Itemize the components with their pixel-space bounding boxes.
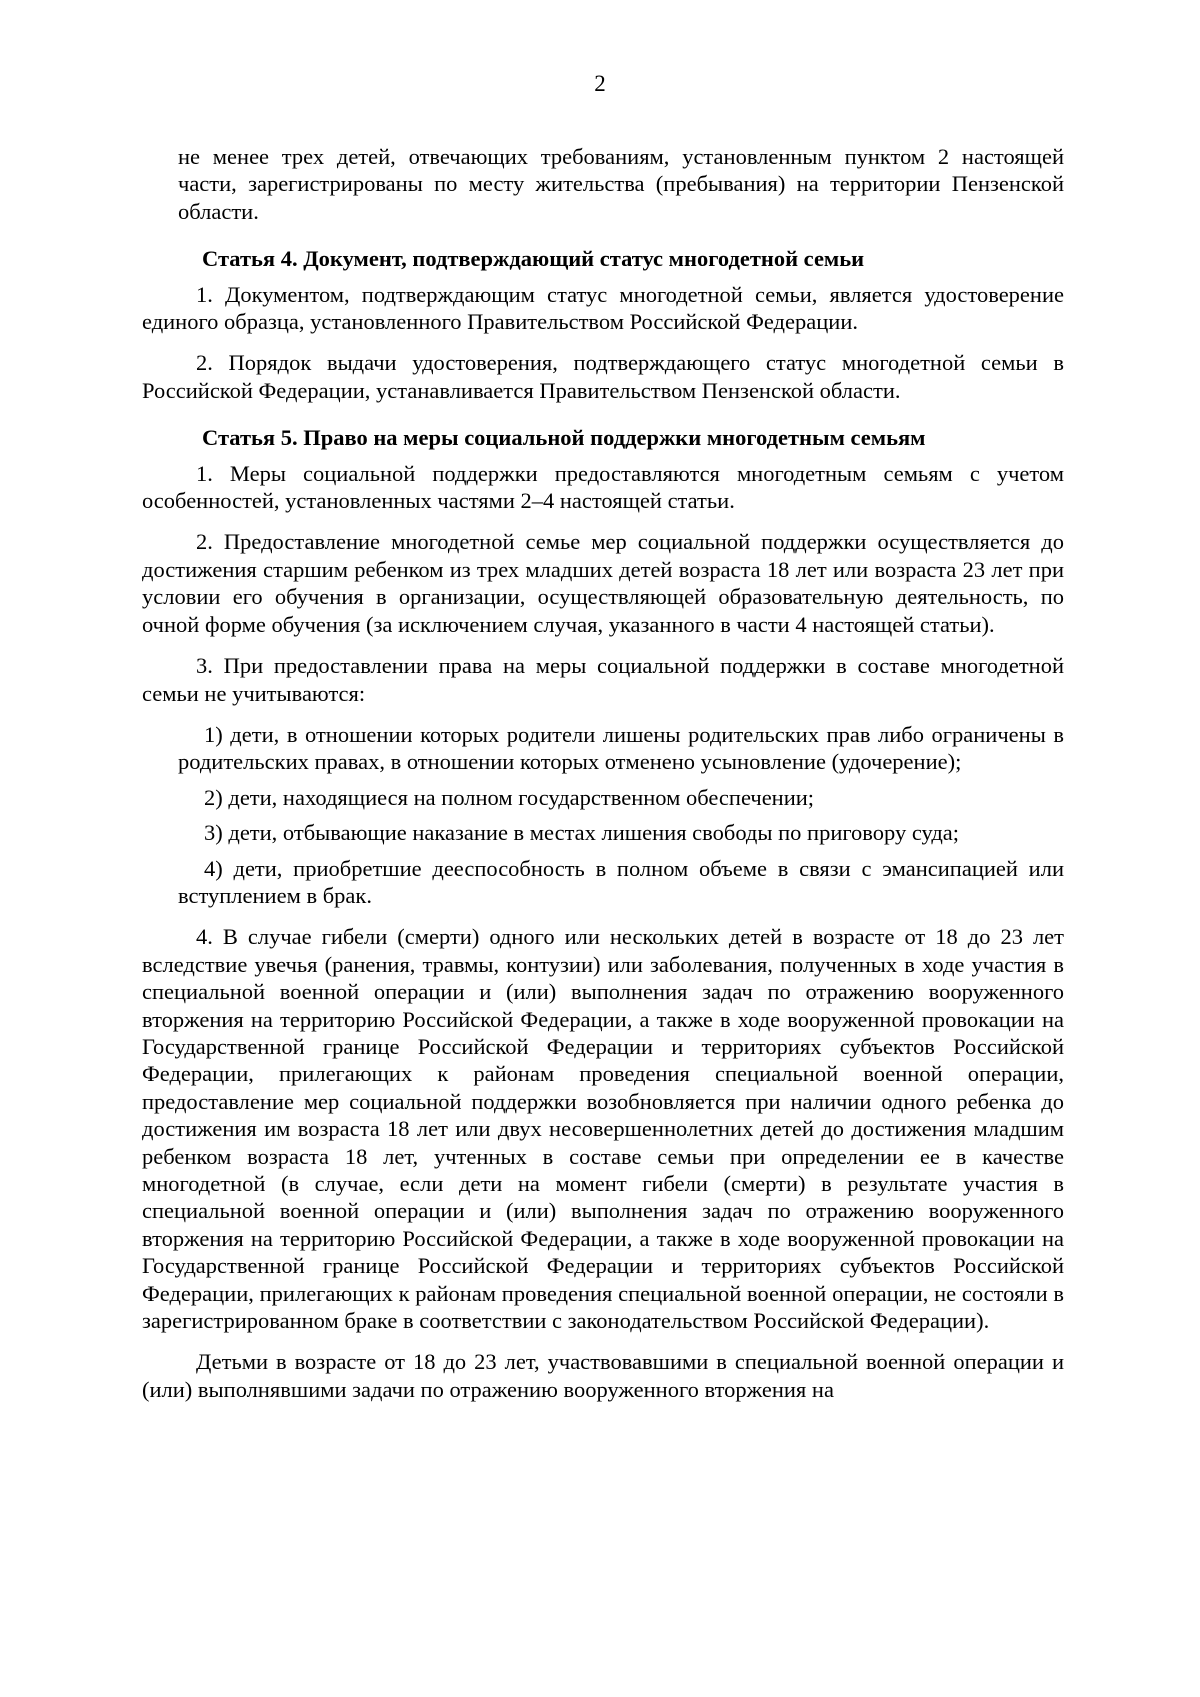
article-5-paragraph-5: Детьми в возрасте от 18 до 23 лет, участвовавшими в специальной военной операции и (или) выполнявшими задачи по отражению вооруженного вторжения на [142, 1349, 1064, 1402]
page-number: 2 [594, 71, 606, 96]
document-body [142, 143, 1064, 1403]
list-item: 3) дети, отбывающие наказание в местах лишения свободы по приговору суда; [204, 820, 960, 846]
article-5-heading: Статья 5. Право на меры социальной поддержки многодетным семьям [202, 425, 926, 451]
article-5-paragraph-2: 2. Предоставление многодетной семье мер социальной поддержки осуществляется до достижения старшим ребенком из трех младших детей возраста 18 лет или возраста 23 лет при условии его обучения в организации, осуществляющей образовательную деятельность, по очной форме обучения (за исключением случая, указанного в части 4 настоящей статьи). [142, 529, 1064, 637]
list-item: 1) дети, в отношении которых родители лишены родительских прав либо ограничены в родительских правах, в отношении которых отменено усыновление (удочерение); [178, 721, 1064, 775]
continuation-paragraph: не менее трех детей, отвечающих требованиям, установленным пунктом 2 настоящей части, зарегистрированы по месту жительства (пребывания) на территории Пензенской области. [178, 144, 1064, 224]
article-4-paragraph-1: 1. Документом, подтверждающим статус многодетной семьи, является удостоверение единого образца, установленного Правительством Российской Федерации. [142, 281, 1064, 335]
article-4-heading: Статья 4. Документ, подтверждающий статус многодетной семьи [202, 246, 865, 272]
article-5-paragraph-1: 1. Меры социальной поддержки предоставляются многодетным семьям с учетом особенностей, установленных частями 2–4 настоящей статьи. [142, 460, 1064, 514]
list-item: 2) дети, находящиеся на полном государственном обеспечении; [204, 784, 815, 810]
article-5-paragraph-4: 4. В случае гибели (смерти) одного или нескольких детей в возрасте от 18 до 23 лет вследствие увечья (ранения, травмы, контузии) или заболевания, полученных в ходе участия в специальной военной операции и (или) выполнения задач по отражению вооруженного вторжения на территорию Российской Федерации, а также в ходе вооруженной провокации на Государственной границе Российской Федерации и территориях субъектов Российской Федерации, прилегающих к районам проведения специальной военной операции, предоставление мер социальной поддержки возобновляется при наличии одного ребенка до достижения им возраста 18 лет или двух несовершеннолетних детей до достижения младшим ребенком возраста 18 лет, учтенных в составе семьи при определении ее в качестве многодетной (в случае, если дети на момент гибели (смерти) в результате участия в специальной военной операции и (или) выполнения задач по отражению вооруженного вторжения на территорию Российской Федерации, а также в ходе вооруженной провокации на Государственной границе Российской Федерации и территориях субъектов Российской Федерации, прилегающих к районам проведения специальной военной операции, не состояли в зарегистрированном браке в соответствии с законодательством Российской Федерации). [142, 924, 1064, 1334]
article-4-paragraph-2: 2. Порядок выдачи удостоверения, подтверждающего статус многодетной семьи в Российской Федерации, устанавливается Правительством Пензенской области. [142, 350, 1064, 403]
list-item: 4) дети, приобретшие дееспособность в полном объеме в связи с эмансипацией или вступлением в брак. [178, 855, 1064, 908]
article-5-paragraph-3: 3. При предоставлении права на меры социальной поддержки в составе многодетной семьи не учитываются: [142, 653, 1064, 706]
